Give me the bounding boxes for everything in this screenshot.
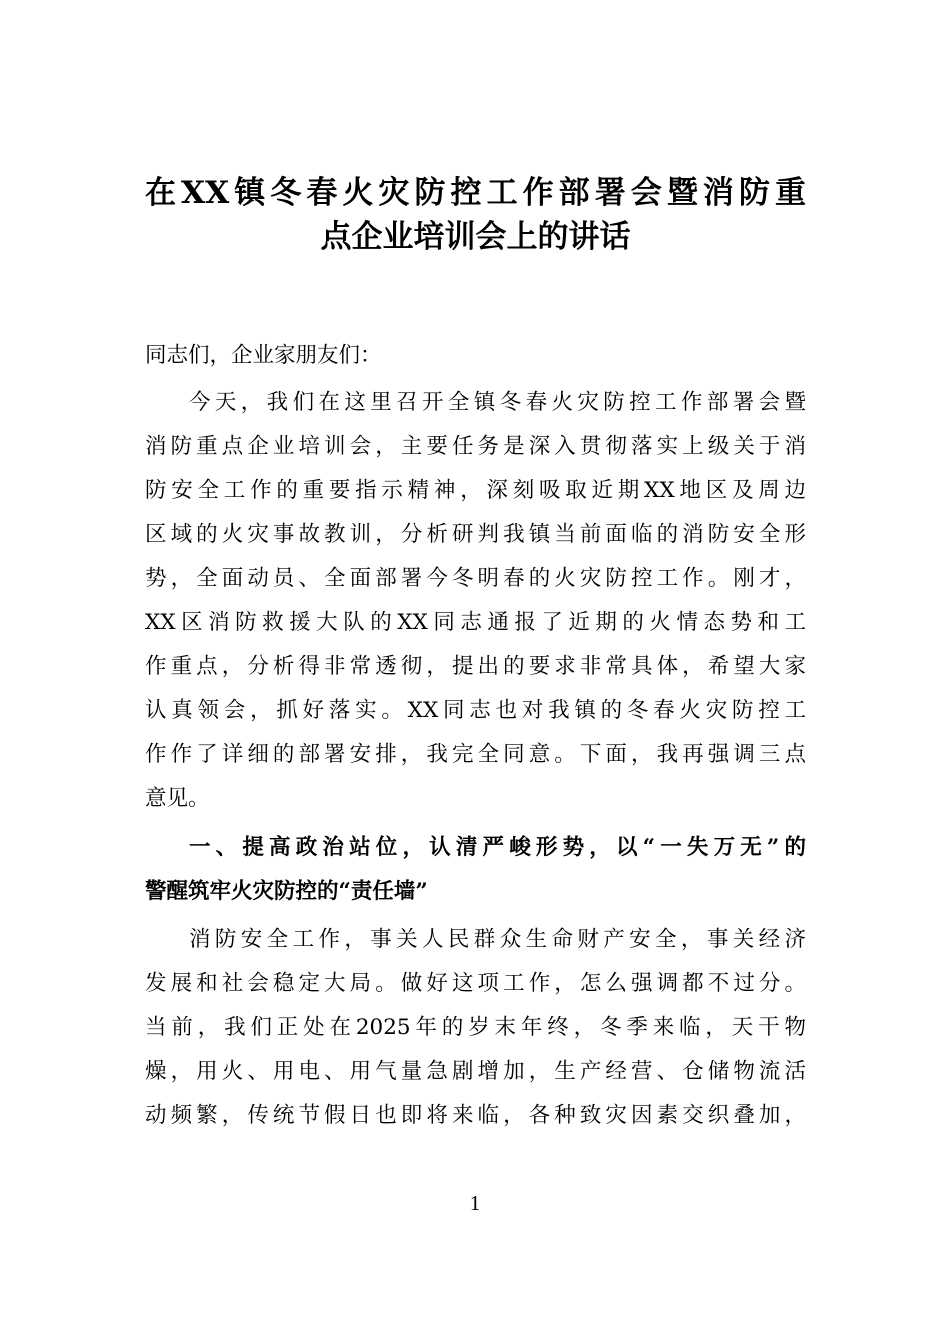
- paragraph-line: 今天，我们在这里召开全镇冬春火灾防控工作部署会暨: [189, 390, 806, 415]
- paragraph-line: 势，全面动员、全面部署今冬明春的火灾防控工作。刚才，: [145, 566, 806, 591]
- page-number: 1: [469, 1191, 481, 1215]
- paragraph-line: 意见。: [145, 786, 210, 811]
- paragraph-line: 区域的火灾事故教训，分析研判我镇当前面临的消防安全形: [145, 522, 806, 547]
- document-title-line-2: 点企业培训会上的讲话: [320, 219, 631, 255]
- paragraph-line: 消防重点企业培训会，主要任务是深入贯彻落实上级关于消: [145, 434, 806, 459]
- paragraph-line: 作重点，分析得非常透彻，提出的要求非常具体，希望大家: [145, 654, 806, 679]
- paragraph-line: 消防安全工作，事关人民群众生命财产安全，事关经济: [189, 927, 806, 952]
- paragraph-line: 发展和社会稳定大局。做好这项工作，怎么强调都不过分。: [145, 971, 806, 996]
- paragraph-line: 燥，用火、用电、用气量急剧增加，生产经营、仓储物流活: [145, 1059, 806, 1084]
- document-title-line-1: 在XX镇冬春火灾防控工作部署会暨消防重: [145, 175, 806, 211]
- paragraph-line: 动频繁，传统节假日也即将来临，各种致灾因素交织叠加，: [145, 1103, 806, 1128]
- section-heading-line: 一、提高政治站位，认清严峻形势，以“一失万无”的: [189, 835, 806, 860]
- paragraph-line: XX区消防救援大队的XX同志通报了近期的火情态势和工: [145, 610, 806, 635]
- paragraph-line: 认真领会，抓好落实。XX同志也对我镇的冬春火灾防控工: [145, 698, 806, 723]
- greeting: 同志们，企业家朋友们：: [145, 343, 382, 368]
- paragraph-line: 作作了详细的部署安排，我完全同意。下面，我再强调三点: [145, 742, 806, 767]
- section-heading-line: 警醒筑牢火灾防控的“责任墙”: [145, 879, 428, 904]
- paragraph-line: 当前，我们正处在2025年的岁末年终，冬季来临，天干物: [145, 1015, 806, 1040]
- paragraph-line: 防安全工作的重要指示精神，深刻吸取近期XX地区及周边: [145, 478, 806, 503]
